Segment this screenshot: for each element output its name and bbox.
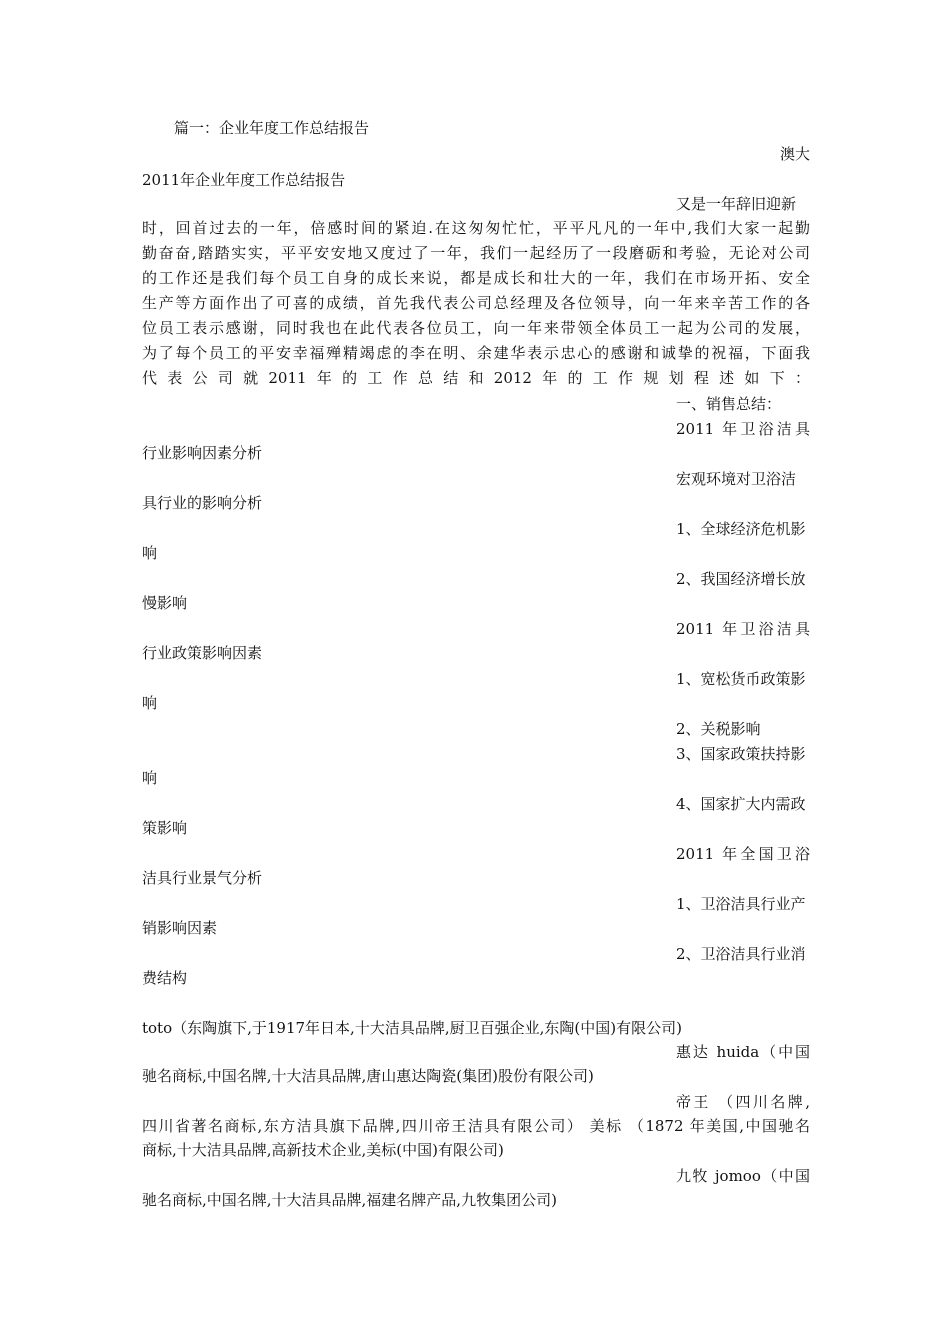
outline-item: 1、全球经济危机影 bbox=[676, 520, 806, 538]
intro-line: 为了每个员工的平安幸福殚精竭虑的李在明、余建华表示忠心的感谢和诚挚的祝福，下面我 bbox=[142, 344, 810, 362]
outline-item: 洁具行业景气分析 bbox=[142, 869, 263, 887]
outline-item: 2011 年卫浴洁具 bbox=[676, 420, 810, 438]
brand-entry: 驰名商标,中国名牌,十大洁具品牌,唐山惠达陶瓷(集团)股份有限公司) bbox=[142, 1067, 594, 1085]
outline-item: 2011 年卫浴洁具 bbox=[676, 620, 810, 638]
outline-item: 2、卫浴洁具行业消 bbox=[676, 945, 806, 963]
outline-item: 1、卫浴洁具行业产 bbox=[676, 895, 806, 913]
brand-entry: toto（东陶旗下,于1917年日本,十大洁具品牌,厨卫百强企业,东陶(中国)有限公司) bbox=[142, 1019, 682, 1037]
outline-item: 具行业的影响分析 bbox=[142, 494, 263, 512]
outline-item: 1、宽松货币政策影 bbox=[676, 670, 806, 688]
intro-line: 代表公司就2011年的工作总结和2012年的工作规划程述如下： bbox=[142, 369, 810, 387]
outline-item: 2011 年全国卫浴 bbox=[676, 845, 810, 863]
outline-item: 响 bbox=[142, 769, 158, 787]
author-name: 澳大 bbox=[779, 145, 810, 163]
brand-entry: 驰名商标,中国名牌,十大洁具品牌,福建名牌产品,九牧集团公司) bbox=[142, 1191, 557, 1209]
intro-line: 勤奋奋,踏踏实实，平平安安地又度过了一年，我们一起经历了一段磨砺和考验，无论对公司 bbox=[142, 244, 810, 262]
outline-item: 行业影响因素分析 bbox=[142, 444, 263, 462]
outline-item: 策影响 bbox=[142, 819, 188, 837]
outline-item: 响 bbox=[142, 544, 158, 562]
outline-item: 宏观环境对卫浴洁 bbox=[676, 470, 797, 488]
brand-entry: 商标,十大洁具品牌,高新技术企业,美标(中国)有限公司) bbox=[142, 1141, 504, 1159]
intro-line: 的工作还是我们每个员工自身的成长来说，都是成长和壮大的一年，我们在市场开拓、安全 bbox=[142, 269, 810, 287]
brand-entry: 四川省著名商标,东方洁具旗下品牌,四川帝王洁具有限公司） 美标 （1872 年美国,中国驰名 bbox=[142, 1117, 810, 1135]
outline-item: 响 bbox=[142, 694, 158, 712]
brand-entry: 帝王 （四川名牌, bbox=[676, 1093, 810, 1111]
outline-item: 销影响因素 bbox=[142, 919, 218, 937]
intro-line: 位员工表示感谢，同时我也在此代表各位员工，向一年来带领全体员工一起为公司的发展， bbox=[142, 319, 810, 337]
report-title: 2011年企业年度工作总结报告 bbox=[142, 171, 346, 189]
intro-line: 生产等方面作出了可喜的成绩，首先我代表公司总经理及各位领导，向一年来辛苦工作的各 bbox=[142, 294, 810, 312]
intro-line: 时，回首过去的一年，倍感时间的紧迫.在这匆匆忙忙，平平凡凡的一年中,我们大家一起勤 bbox=[142, 219, 810, 237]
intro-line: 又是一年辞旧迎新 bbox=[676, 195, 797, 213]
outline-item: 2、关税影响 bbox=[676, 720, 761, 738]
sales-heading: 一、销售总结： bbox=[676, 395, 782, 413]
brand-entry: 惠达 huida（中国 bbox=[676, 1043, 810, 1061]
outline-item: 费结构 bbox=[142, 969, 188, 987]
outline-item: 4、国家扩大内需政 bbox=[676, 795, 806, 813]
brand-entry: 九牧 jomoo（中国 bbox=[676, 1167, 810, 1185]
outline-item: 2、我国经济增长放 bbox=[676, 570, 806, 588]
outline-item: 3、国家政策扶持影 bbox=[676, 745, 806, 763]
outline-item: 慢影响 bbox=[142, 594, 188, 612]
outline-item: 行业政策影响因素 bbox=[142, 644, 263, 662]
section-heading: 篇一：企业年度工作总结报告 bbox=[174, 119, 370, 137]
